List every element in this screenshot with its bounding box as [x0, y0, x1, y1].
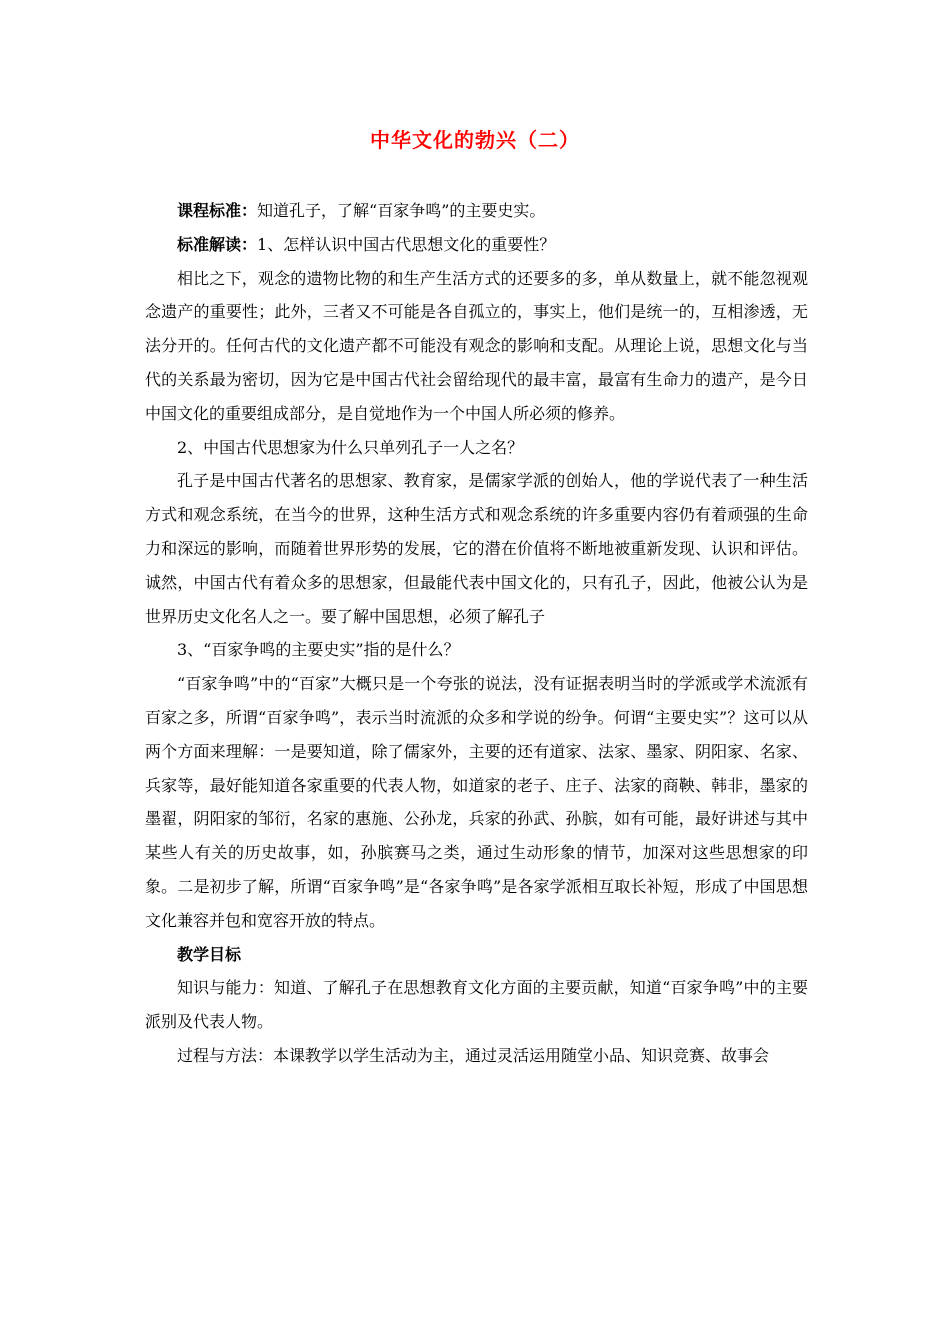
course-standard-paragraph: [145, 194, 808, 228]
document-title: 中华文化的勃兴（二）: [370, 128, 580, 152]
teaching-goals-heading: 教学目标: [177, 944, 242, 964]
answer-3-paragraph: “百家争鸣”中的“百家”大概只是一个夸张的说法，没有证据表明当时的学派或学术流派有百家之多，所谓“百家争鸣”，表示当时流派的众多和学说的纷争。何谓“主要史实”？这可以从两个方面来理解：一是要知道，除了儒家外，主要的还有道家、法家、墨家、阴阳家、名家、兵家等，最好能知道各家重要的代表人物，如道家的老子、庄子、法家的商鞅、韩非，墨家的墨翟，阴阳家的邹衍，名家的惠施、公孙龙，兵家的孙武、孙膑，如有可能，最好讲述与其中某些人有关的历史故事，如，孙膑赛马之类，通过生动形象的情节，加深对这些思想家的印象。二是初步了解，所谓“百家争鸣”是“各家争鸣”是各家学派相互取长补短，形成了中国思想文化兼容并包和宽容开放的特点。: [145, 674, 808, 930]
question-1: 1、怎样认识中国古代思想文化的重要性？: [257, 234, 556, 254]
knowledge-ability-paragraph: 知识与能力：知道、了解孔子在思想教育文化方面的主要贡献，知道“百家争鸣”中的主要派别及代表人物。: [145, 978, 808, 1032]
standard-interpretation-label: 标准解读：: [177, 234, 258, 254]
course-standard-label: 课程标准：: [177, 201, 258, 220]
answer-1-paragraph: 相比之下，观念的遗物比物的和生产生活方式的还要多的多，单从数量上，就不能忽视观念遗产的重要性；此外，三者又不可能是各自孤立的，事实上，他们是统一的，互相渗透，无法分开的。任何古代的文化遗产都不可能没有观念的影响和支配。从理论上说，思想文化与当代的关系最为密切，因为它是中国古代社会留给现代的最丰富，最富有生命力的遗产，是今日中国文化的重要组成部分，是自觉地作为一个中国人所必须的修养。: [145, 268, 808, 423]
question-3: 3、“百家争鸣的主要史实”指的是什么？: [177, 640, 460, 660]
answer-2-paragraph: 孔子是中国古代著名的思想家、教育家，是儒家学派的创始人，他的学说代表了一种生活方式和观念系统，在当今的世界，这种生活方式和观念系统的许多重要内容仍有着顽强的生命力和深远的影响，而随着世界形势的发展，它的潜在价值将不断地被重新发现、认识和评估。诚然，中国古代有着众多的思想家，但最能代表中国文化的，只有孔子，因此，他被公认为是世界历史文化名人之一。要了解中国思想，必须了解孔子: [145, 471, 808, 626]
course-standard-text: 知道孔子，了解“百家争鸣”的主要史实。: [257, 201, 546, 220]
document-body: [145, 194, 808, 1073]
question-2: 2、中国古代思想家为什么只单列孔子一人之名？: [177, 437, 524, 457]
standard-interpretation-paragraph: [145, 228, 808, 262]
process-method-paragraph: 过程与方法：本课教学以学生活动为主，通过灵活运用随堂小品、知识竞赛、故事会: [177, 1045, 770, 1065]
